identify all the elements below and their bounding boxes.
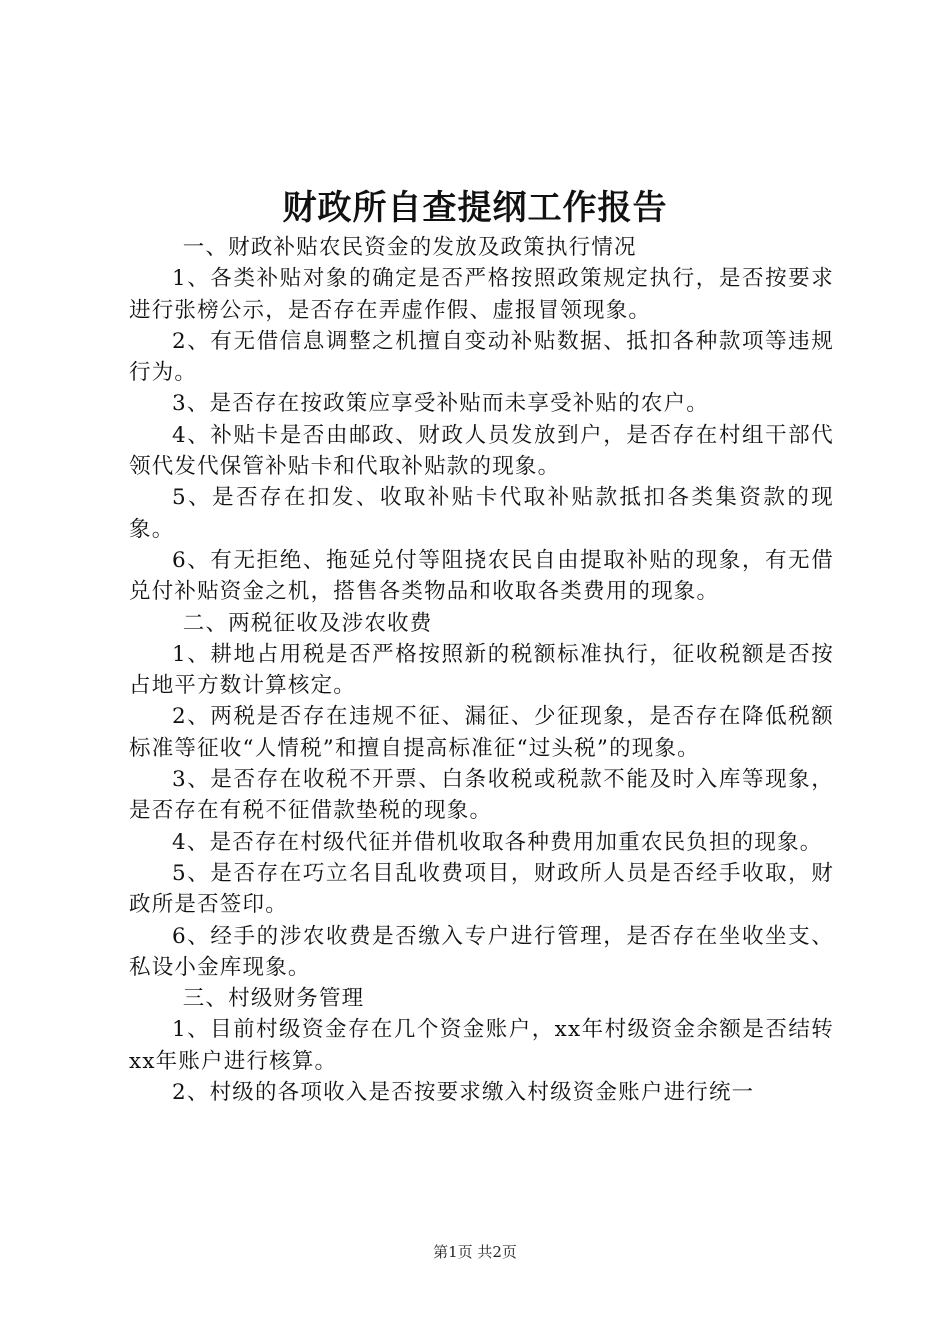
paragraph: 2、两税是否存在违规不征、漏征、少征现象，是否存在降低税额标准等征收“人情税”和擅自提高标准征“过头税”的现象。 (129, 704, 834, 761)
paragraph: 1、耕地占用税是否严格按照新的税额标准执行，征收税额是否按占地平方数计算核定。 (129, 641, 834, 699)
section-heading: 三、村级财务管理 (182, 986, 365, 1012)
paragraph: 3、是否存在按政策应享受补贴而未享受补贴的农户。 (172, 391, 709, 417)
page-footer: 第1页 共2页 (433, 1243, 517, 1261)
document-title: 财政所自查提纲工作报告 (282, 188, 668, 228)
paragraph: 2、村级的各项收入是否按要求缴入村级资金账户进行统一 (172, 1080, 755, 1106)
paragraph: 5、是否存在巧立名目乱收费项目，财政所人员是否经手收取，财政所是否签印。 (129, 860, 834, 918)
paragraph: 2、有无借信息调整之机擅自变动补贴数据、抵扣各种款项等违规行为。 (129, 328, 834, 386)
paragraph: 1、目前村级资金存在几个资金账户，xx年村级资金余额是否结转xx年账户进行核算。 (129, 1017, 834, 1074)
paragraph: 5、是否存在扣发、收取补贴卡代取补贴款抵扣各类集资款的现象。 (129, 485, 834, 542)
paragraph: 3、是否存在收税不开票、白条收税或税款不能及时入库等现象，是否存在有税不征借款垫税的现象。 (129, 767, 834, 824)
paragraph: 4、是否存在村级代征并借机收取各种费用加重农民负担的现象。 (172, 829, 823, 855)
section-heading: 二、两税征收及涉农收费 (182, 610, 433, 636)
paragraph: 1、各类补贴对象的确定是否严格按照政策规定执行，是否按要求进行张榜公示，是否存在弄虚作假、虚报冒领现象。 (129, 266, 834, 323)
section-heading: 一、财政补贴农民资金的发放及政策执行情况 (182, 235, 637, 260)
document-body (129, 232, 834, 1108)
paragraph: 6、经手的涉农收费是否缴入专户进行管理，是否存在坐收坐支、私设小金库现象。 (129, 923, 834, 980)
paragraph: 6、有无拒绝、拖延兑付等阻挠农民自由提取补贴的现象，有无借兑付补贴资金之机，搭售各类物品和收取各类费用的现象。 (129, 547, 834, 605)
paragraph: 4、补贴卡是否由邮政、财政人员发放到户，是否存在村组干部代领代发代保管补贴卡和代取补贴款的现象。 (129, 422, 834, 480)
